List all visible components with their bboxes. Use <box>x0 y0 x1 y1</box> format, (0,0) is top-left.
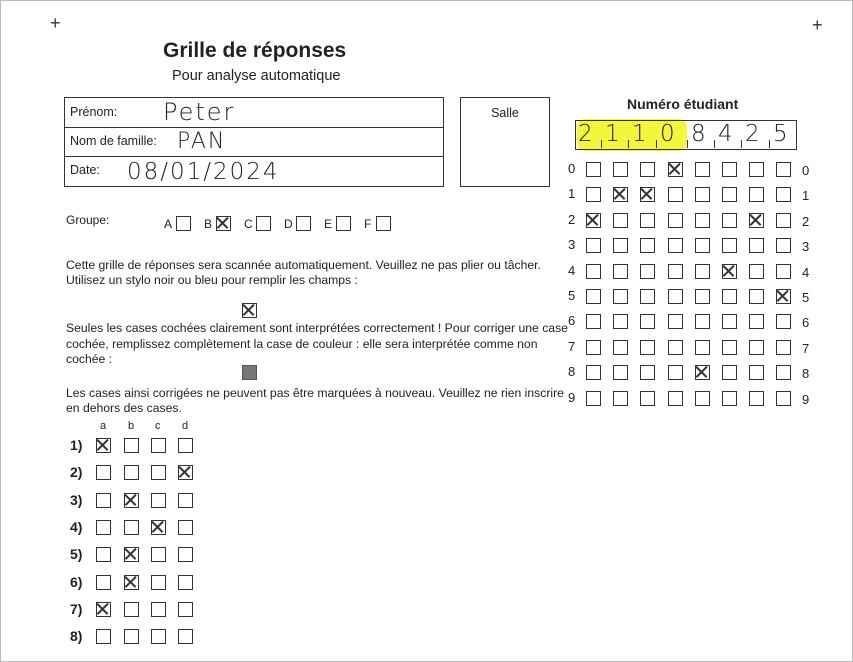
student-row-label-left: 2 <box>568 211 576 227</box>
answer-checkbox-2-b[interactable] <box>124 465 139 480</box>
instructions-line-2: Utilisez un stylo noir ou bleu pour remplir les champs : <box>66 273 358 287</box>
student-digit-box-6-4[interactable] <box>722 264 737 279</box>
student-digit-box-8-5[interactable] <box>776 289 791 304</box>
groupe-option-label-a: A <box>164 217 173 231</box>
student-digit-4: 0 <box>660 121 675 147</box>
student-digit-box-4-0[interactable] <box>668 162 683 177</box>
student-digit-box-1-5[interactable] <box>586 289 601 304</box>
answer-checkbox-3-b[interactable] <box>124 493 139 508</box>
student-digit-box-8-6[interactable] <box>776 314 791 329</box>
final-line-2: en dehors des cases. <box>66 401 182 415</box>
student-row-label-left: 8 <box>568 364 576 380</box>
student-row-label-right: 3 <box>802 239 810 255</box>
column-label-b: b <box>128 420 135 432</box>
student-row-label-right: 0 <box>802 163 810 178</box>
groupe-checkbox-e[interactable] <box>336 216 351 231</box>
question-number: 3) <box>70 491 83 508</box>
student-digit-2: 1 <box>605 121 620 147</box>
student-row-label-left: 4 <box>568 262 576 278</box>
instructions-line-1: Cette grille de réponses sera scannée automatiquement. Veuillez ne pas plier ou tâcher. <box>66 258 541 272</box>
nom-value: PAN <box>177 129 227 154</box>
student-digit-7: 2 <box>745 121 760 147</box>
student-digit-box-8-7[interactable] <box>776 340 791 355</box>
student-digit-box-2-4[interactable] <box>613 264 628 279</box>
answer-checkbox-4-d[interactable] <box>178 520 193 535</box>
student-digit-box-2-8[interactable] <box>613 365 628 380</box>
student-digit-box-5-4[interactable] <box>695 264 710 279</box>
student-digit-box-2-9[interactable] <box>613 391 628 406</box>
student-number-title: Numéro étudiant <box>627 96 739 112</box>
answer-checkbox-7-b[interactable] <box>124 602 139 617</box>
student-digit-1: 2 <box>578 121 593 147</box>
student-digit-box-4-7[interactable] <box>668 340 683 355</box>
student-digit-3: 1 <box>632 121 647 147</box>
answer-checkbox-2-a[interactable] <box>96 465 111 480</box>
student-row-label-right: 4 <box>802 264 810 280</box>
digit-separator <box>601 140 602 148</box>
correction-line-3: cochée : <box>66 352 113 366</box>
answer-checkbox-6-b[interactable] <box>124 575 139 590</box>
student-digit-box-6-0[interactable] <box>722 162 737 177</box>
question-number: 5) <box>70 546 83 563</box>
answer-checkbox-2-c[interactable] <box>151 465 166 480</box>
groupe-option-label-f: F <box>364 217 372 231</box>
groupe-checkbox-d[interactable] <box>296 216 311 231</box>
student-digit-box-5-8[interactable] <box>695 365 710 380</box>
answer-checkbox-1-b[interactable] <box>124 438 139 453</box>
student-digit-box-7-1[interactable] <box>749 187 764 202</box>
answer-checkbox-7-a[interactable] <box>96 602 111 617</box>
page-subtitle: Pour analyse automatique <box>172 68 341 84</box>
student-digit-box-2-6[interactable] <box>613 314 628 329</box>
student-digit-box-1-1[interactable] <box>586 187 601 202</box>
answer-checkbox-7-c[interactable] <box>151 602 166 617</box>
student-digit-8: 5 <box>773 121 788 147</box>
prenom-row[interactable] <box>65 98 443 128</box>
student-digit-box-2-2[interactable] <box>613 213 628 228</box>
student-digit-box-1-2[interactable] <box>586 213 601 228</box>
groupe-checkbox-f[interactable] <box>376 216 391 231</box>
student-row-label-right: 9 <box>802 391 810 407</box>
page-title: Grille de réponses <box>163 39 347 62</box>
student-digit-box-7-2[interactable] <box>749 213 764 228</box>
student-digit-box-6-5[interactable] <box>722 289 737 304</box>
groupe-option-label-d: D <box>284 217 293 231</box>
question-number: 7) <box>70 600 83 617</box>
question-number: 1) <box>70 437 83 453</box>
answer-checkbox-2-d[interactable] <box>178 465 193 480</box>
date-value: 08/01/2024 <box>127 159 280 185</box>
groupe-checkbox-c[interactable] <box>256 216 271 231</box>
student-digit-box-3-9[interactable] <box>640 391 655 406</box>
student-row-label-left: 9 <box>568 389 576 405</box>
answer-checkbox-1-c[interactable] <box>151 438 166 453</box>
student-digit-box-8-0[interactable] <box>776 162 791 177</box>
student-digit-box-1-6[interactable] <box>586 314 601 329</box>
answer-checkbox-5-a[interactable] <box>96 547 111 562</box>
example-filled-box <box>242 365 257 380</box>
answer-checkbox-3-a[interactable] <box>96 493 111 508</box>
student-digit-box-7-9[interactable] <box>749 391 764 406</box>
answer-checkbox-8-b[interactable] <box>124 629 139 644</box>
groupe-option-label-e: E <box>324 217 333 231</box>
student-row-label-right: 8 <box>802 366 810 382</box>
student-digit-box-5-9[interactable] <box>695 391 710 406</box>
question-number: 6) <box>70 573 83 590</box>
date-label: Date: <box>70 163 100 177</box>
student-digit-box-2-5[interactable] <box>613 289 628 304</box>
answer-checkbox-6-a[interactable] <box>96 575 111 590</box>
student-digit-box-5-1[interactable] <box>695 187 710 202</box>
groupe-label: Groupe: <box>66 213 110 227</box>
answer-checkbox-5-d[interactable] <box>178 547 193 562</box>
student-digit-box-1-0[interactable] <box>586 162 601 177</box>
student-row-label-right: 7 <box>802 340 810 356</box>
student-digit-6: 4 <box>718 121 733 147</box>
student-digit-box-7-0[interactable] <box>749 162 764 177</box>
student-row-label-right: 5 <box>802 290 810 305</box>
digit-separator <box>656 140 657 148</box>
student-digit-box-4-9[interactable] <box>668 391 683 406</box>
student-digit-box-5-0[interactable] <box>695 162 710 177</box>
groupe-checkbox-a[interactable] <box>176 216 191 231</box>
student-digit-box-6-8[interactable] <box>722 365 737 380</box>
student-row-label-left: 3 <box>568 237 576 253</box>
answer-checkbox-3-c[interactable] <box>151 493 166 508</box>
student-digit-box-1-4[interactable] <box>586 264 601 279</box>
student-digit-box-8-9[interactable] <box>776 391 791 406</box>
answer-checkbox-5-c[interactable] <box>151 547 166 562</box>
student-digit-box-4-1[interactable] <box>668 187 683 202</box>
digit-separator <box>628 140 629 148</box>
student-digit-box-8-3[interactable] <box>776 238 791 253</box>
student-digit-box-3-8[interactable] <box>640 365 655 380</box>
digit-separator <box>687 140 688 148</box>
answer-checkbox-7-d[interactable] <box>178 602 193 617</box>
registration-mark-top-left: + <box>50 13 61 33</box>
student-digit-box-1-3[interactable] <box>586 238 601 253</box>
student-digit-box-4-3[interactable] <box>668 238 683 253</box>
answer-checkbox-8-a[interactable] <box>96 629 111 644</box>
student-digit-box-3-2[interactable] <box>640 213 655 228</box>
student-digit-box-2-3[interactable] <box>613 238 628 253</box>
date-row[interactable] <box>65 156 443 186</box>
column-label-d: d <box>182 420 189 432</box>
student-row-label-left: 5 <box>568 288 576 303</box>
student-digit-box-4-8[interactable] <box>668 365 683 380</box>
groupe-option-label-b: B <box>204 217 213 231</box>
student-digit-box-3-7[interactable] <box>640 340 655 355</box>
student-digit-box-5-3[interactable] <box>695 238 710 253</box>
student-digit-5: 8 <box>691 121 706 147</box>
student-digit-box-2-0[interactable] <box>613 162 628 177</box>
student-row-label-left: 6 <box>568 313 576 329</box>
student-digit-box-4-5[interactable] <box>668 289 683 304</box>
student-digit-box-5-7[interactable] <box>695 340 710 355</box>
student-digit-box-7-6[interactable] <box>749 314 764 329</box>
student-digit-box-7-4[interactable] <box>749 264 764 279</box>
student-digit-box-7-8[interactable] <box>749 365 764 380</box>
student-digit-box-5-6[interactable] <box>695 314 710 329</box>
student-digit-box-3-6[interactable] <box>640 314 655 329</box>
student-digit-box-5-5[interactable] <box>695 289 710 304</box>
student-digit-box-3-4[interactable] <box>640 264 655 279</box>
student-digit-box-3-1[interactable] <box>640 187 655 202</box>
answer-checkbox-1-d[interactable] <box>178 438 193 453</box>
salle-label: Salle <box>491 106 519 120</box>
student-digit-box-6-6[interactable] <box>722 314 737 329</box>
student-digit-box-4-6[interactable] <box>668 314 683 329</box>
student-digit-box-6-1[interactable] <box>722 187 737 202</box>
student-digit-box-6-9[interactable] <box>722 391 737 406</box>
answer-checkbox-6-c[interactable] <box>151 575 166 590</box>
student-digit-box-4-2[interactable] <box>668 213 683 228</box>
correction-line-1: Seules les cases cochées clairement sont interprétées correctement ! Pour corriger une case <box>66 321 568 335</box>
final-line-1: Les cases ainsi corrigées ne peuvent pas être marquées à nouveau. Veuillez ne rien inscrire <box>66 386 564 400</box>
student-digit-box-7-7[interactable] <box>749 340 764 355</box>
answer-checkbox-4-c[interactable] <box>151 520 166 535</box>
groupe-checkbox-b[interactable] <box>216 216 231 231</box>
answer-checkbox-8-c[interactable] <box>151 629 166 644</box>
student-digit-box-3-3[interactable] <box>640 238 655 253</box>
digit-separator <box>769 140 770 148</box>
student-digit-box-8-8[interactable] <box>776 365 791 380</box>
student-digit-box-3-5[interactable] <box>640 289 655 304</box>
answer-checkbox-3-d[interactable] <box>178 493 193 508</box>
prenom-label: Prénom: <box>70 105 118 119</box>
registration-mark-top-right: + <box>812 15 823 35</box>
answer-checkbox-1-a[interactable] <box>96 438 111 453</box>
question-number: 8) <box>70 628 83 645</box>
student-digit-box-7-3[interactable] <box>749 238 764 253</box>
student-digit-box-2-7[interactable] <box>613 340 628 355</box>
nom-row[interactable] <box>65 127 443 157</box>
student-row-label-right: 6 <box>802 315 810 331</box>
example-checked-box <box>242 303 257 318</box>
groupe-option-label-c: C <box>244 217 253 231</box>
answer-checkbox-8-d[interactable] <box>178 629 193 644</box>
student-row-label-left: 1 <box>568 186 576 202</box>
student-digit-box-1-9[interactable] <box>586 391 601 406</box>
student-digit-box-4-4[interactable] <box>668 264 683 279</box>
student-digit-box-8-4[interactable] <box>776 264 791 279</box>
answer-checkbox-6-d[interactable] <box>178 575 193 590</box>
nom-label: Nom de famille: <box>70 134 157 148</box>
identity-box <box>64 97 444 187</box>
prenom-value: Peter <box>163 98 236 126</box>
question-number: 4) <box>70 518 83 535</box>
student-digit-box-7-5[interactable] <box>749 289 764 304</box>
student-digit-box-8-1[interactable] <box>776 187 791 202</box>
student-digit-box-6-3[interactable] <box>722 238 737 253</box>
digit-separator <box>714 140 715 148</box>
correction-line-2: cochée, remplissez complètement la case de couleur : elle sera interprétée comme non <box>66 337 538 351</box>
student-digit-box-6-7[interactable] <box>722 340 737 355</box>
student-digit-box-1-7[interactable] <box>586 340 601 355</box>
answer-checkbox-4-b[interactable] <box>124 520 139 535</box>
student-row-label-left: 0 <box>568 161 576 176</box>
student-digit-box-8-2[interactable] <box>776 213 791 228</box>
student-row-label-right: 1 <box>802 188 810 204</box>
student-row-label-right: 2 <box>802 213 810 229</box>
column-label-c: c <box>155 420 161 432</box>
student-digit-box-2-1[interactable] <box>613 187 628 202</box>
digit-separator <box>741 140 742 148</box>
student-digit-box-1-8[interactable] <box>586 365 601 380</box>
student-digit-box-3-0[interactable] <box>640 162 655 177</box>
student-digit-box-6-2[interactable] <box>722 213 737 228</box>
student-row-label-left: 7 <box>568 338 576 354</box>
answer-checkbox-5-b[interactable] <box>124 547 139 562</box>
column-label-a: a <box>100 420 107 432</box>
question-number: 2) <box>70 464 83 481</box>
student-digit-box-5-2[interactable] <box>695 213 710 228</box>
answer-checkbox-4-a[interactable] <box>96 520 111 535</box>
salle-box[interactable] <box>460 97 550 187</box>
